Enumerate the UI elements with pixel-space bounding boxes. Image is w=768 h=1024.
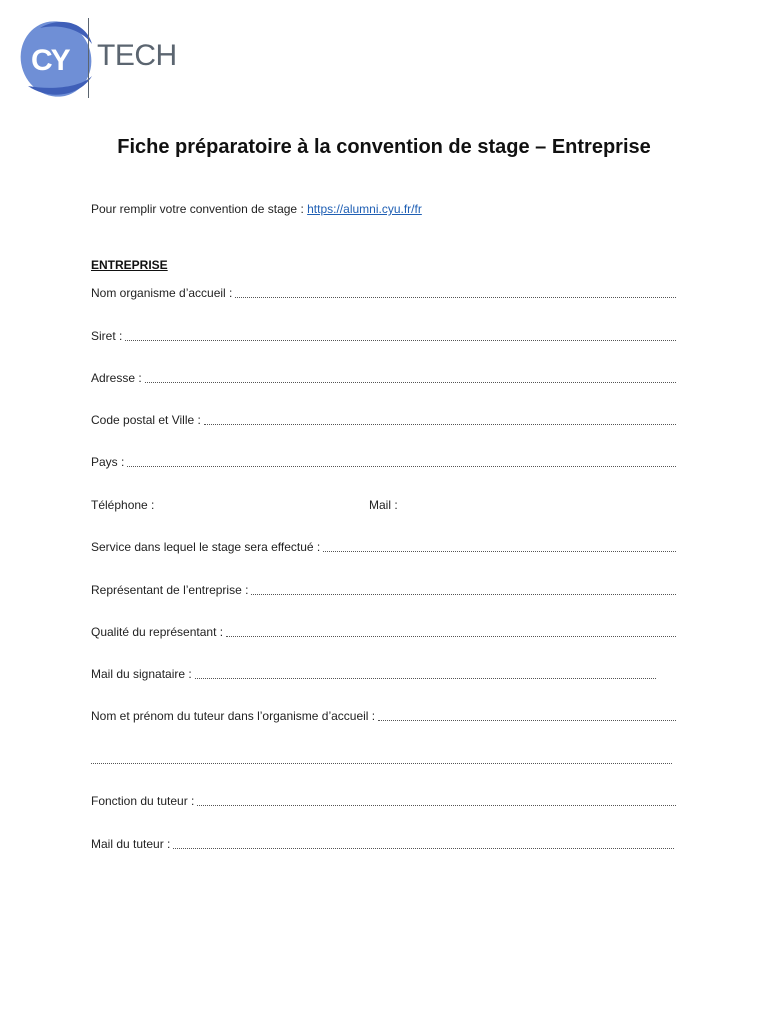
logo-divider bbox=[88, 18, 89, 98]
field-mail-tuteur[interactable] bbox=[91, 837, 674, 853]
field-siret[interactable] bbox=[91, 329, 676, 345]
field-telephone-mail-row bbox=[91, 498, 676, 514]
convention-link[interactable]: https://alumni.cyu.fr/fr bbox=[307, 202, 422, 216]
section-heading-entreprise: ENTREPRISE bbox=[91, 258, 168, 272]
dotted-fill-line bbox=[378, 709, 676, 721]
field-label: Adresse : bbox=[91, 371, 142, 385]
field-tuteur-nom[interactable] bbox=[91, 709, 676, 725]
field-label: Nom et prénom du tuteur dans l’organisme d’accueil : bbox=[91, 709, 376, 723]
document-title: Fiche préparatoire à la convention de stage – Entreprise bbox=[117, 136, 651, 158]
intro-line bbox=[91, 202, 422, 216]
dotted-fill-line bbox=[197, 794, 676, 806]
field-label: Fonction du tuteur : bbox=[91, 794, 195, 808]
field-label: Siret : bbox=[91, 329, 123, 343]
field-telephone[interactable] bbox=[91, 498, 339, 512]
logo-cy-glyphs: CY bbox=[31, 44, 69, 77]
intro-text: Pour remplir votre convention de stage : bbox=[91, 202, 308, 216]
dotted-fill-line bbox=[145, 371, 676, 383]
field-label: Pays : bbox=[91, 455, 125, 469]
dotted-fill-line bbox=[204, 413, 676, 425]
field-mail[interactable] bbox=[369, 498, 676, 512]
field-representant[interactable] bbox=[91, 583, 676, 599]
field-label: Code postal et Ville : bbox=[91, 413, 201, 427]
field-label: Service dans lequel le stage sera effectué : bbox=[91, 540, 321, 554]
field-label: Nom organisme d’accueil : bbox=[91, 286, 233, 300]
field-tuteur-nom-continuation[interactable] bbox=[91, 752, 672, 768]
field-pays[interactable] bbox=[91, 455, 676, 471]
field-fonction-tuteur[interactable] bbox=[91, 794, 676, 810]
field-label: Mail du tuteur : bbox=[91, 837, 171, 851]
dotted-fill-line bbox=[235, 286, 676, 298]
dotted-fill-line bbox=[195, 667, 656, 679]
field-service[interactable] bbox=[91, 540, 676, 556]
dotted-fill-line bbox=[251, 583, 676, 595]
logo-text: TECH bbox=[97, 39, 177, 72]
dotted-fill-line bbox=[125, 329, 676, 341]
field-label: Téléphone : bbox=[91, 498, 155, 512]
dotted-fill-line bbox=[173, 837, 674, 849]
dotted-fill-line bbox=[323, 540, 676, 552]
field-label: Représentant de l’entreprise : bbox=[91, 583, 249, 597]
field-label: Mail du signataire : bbox=[91, 667, 192, 681]
field-qualite-representant[interactable] bbox=[91, 625, 676, 641]
field-mail-signataire[interactable] bbox=[91, 667, 656, 683]
dotted-fill-line bbox=[127, 455, 676, 467]
dotted-fill-line bbox=[226, 625, 676, 637]
dotted-fill-line bbox=[91, 752, 672, 764]
field-adresse[interactable] bbox=[91, 371, 676, 387]
field-label: Mail : bbox=[369, 498, 398, 512]
field-code-postal-ville[interactable] bbox=[91, 413, 676, 429]
field-label: Qualité du représentant : bbox=[91, 625, 224, 639]
field-nom-organisme[interactable] bbox=[91, 286, 676, 302]
